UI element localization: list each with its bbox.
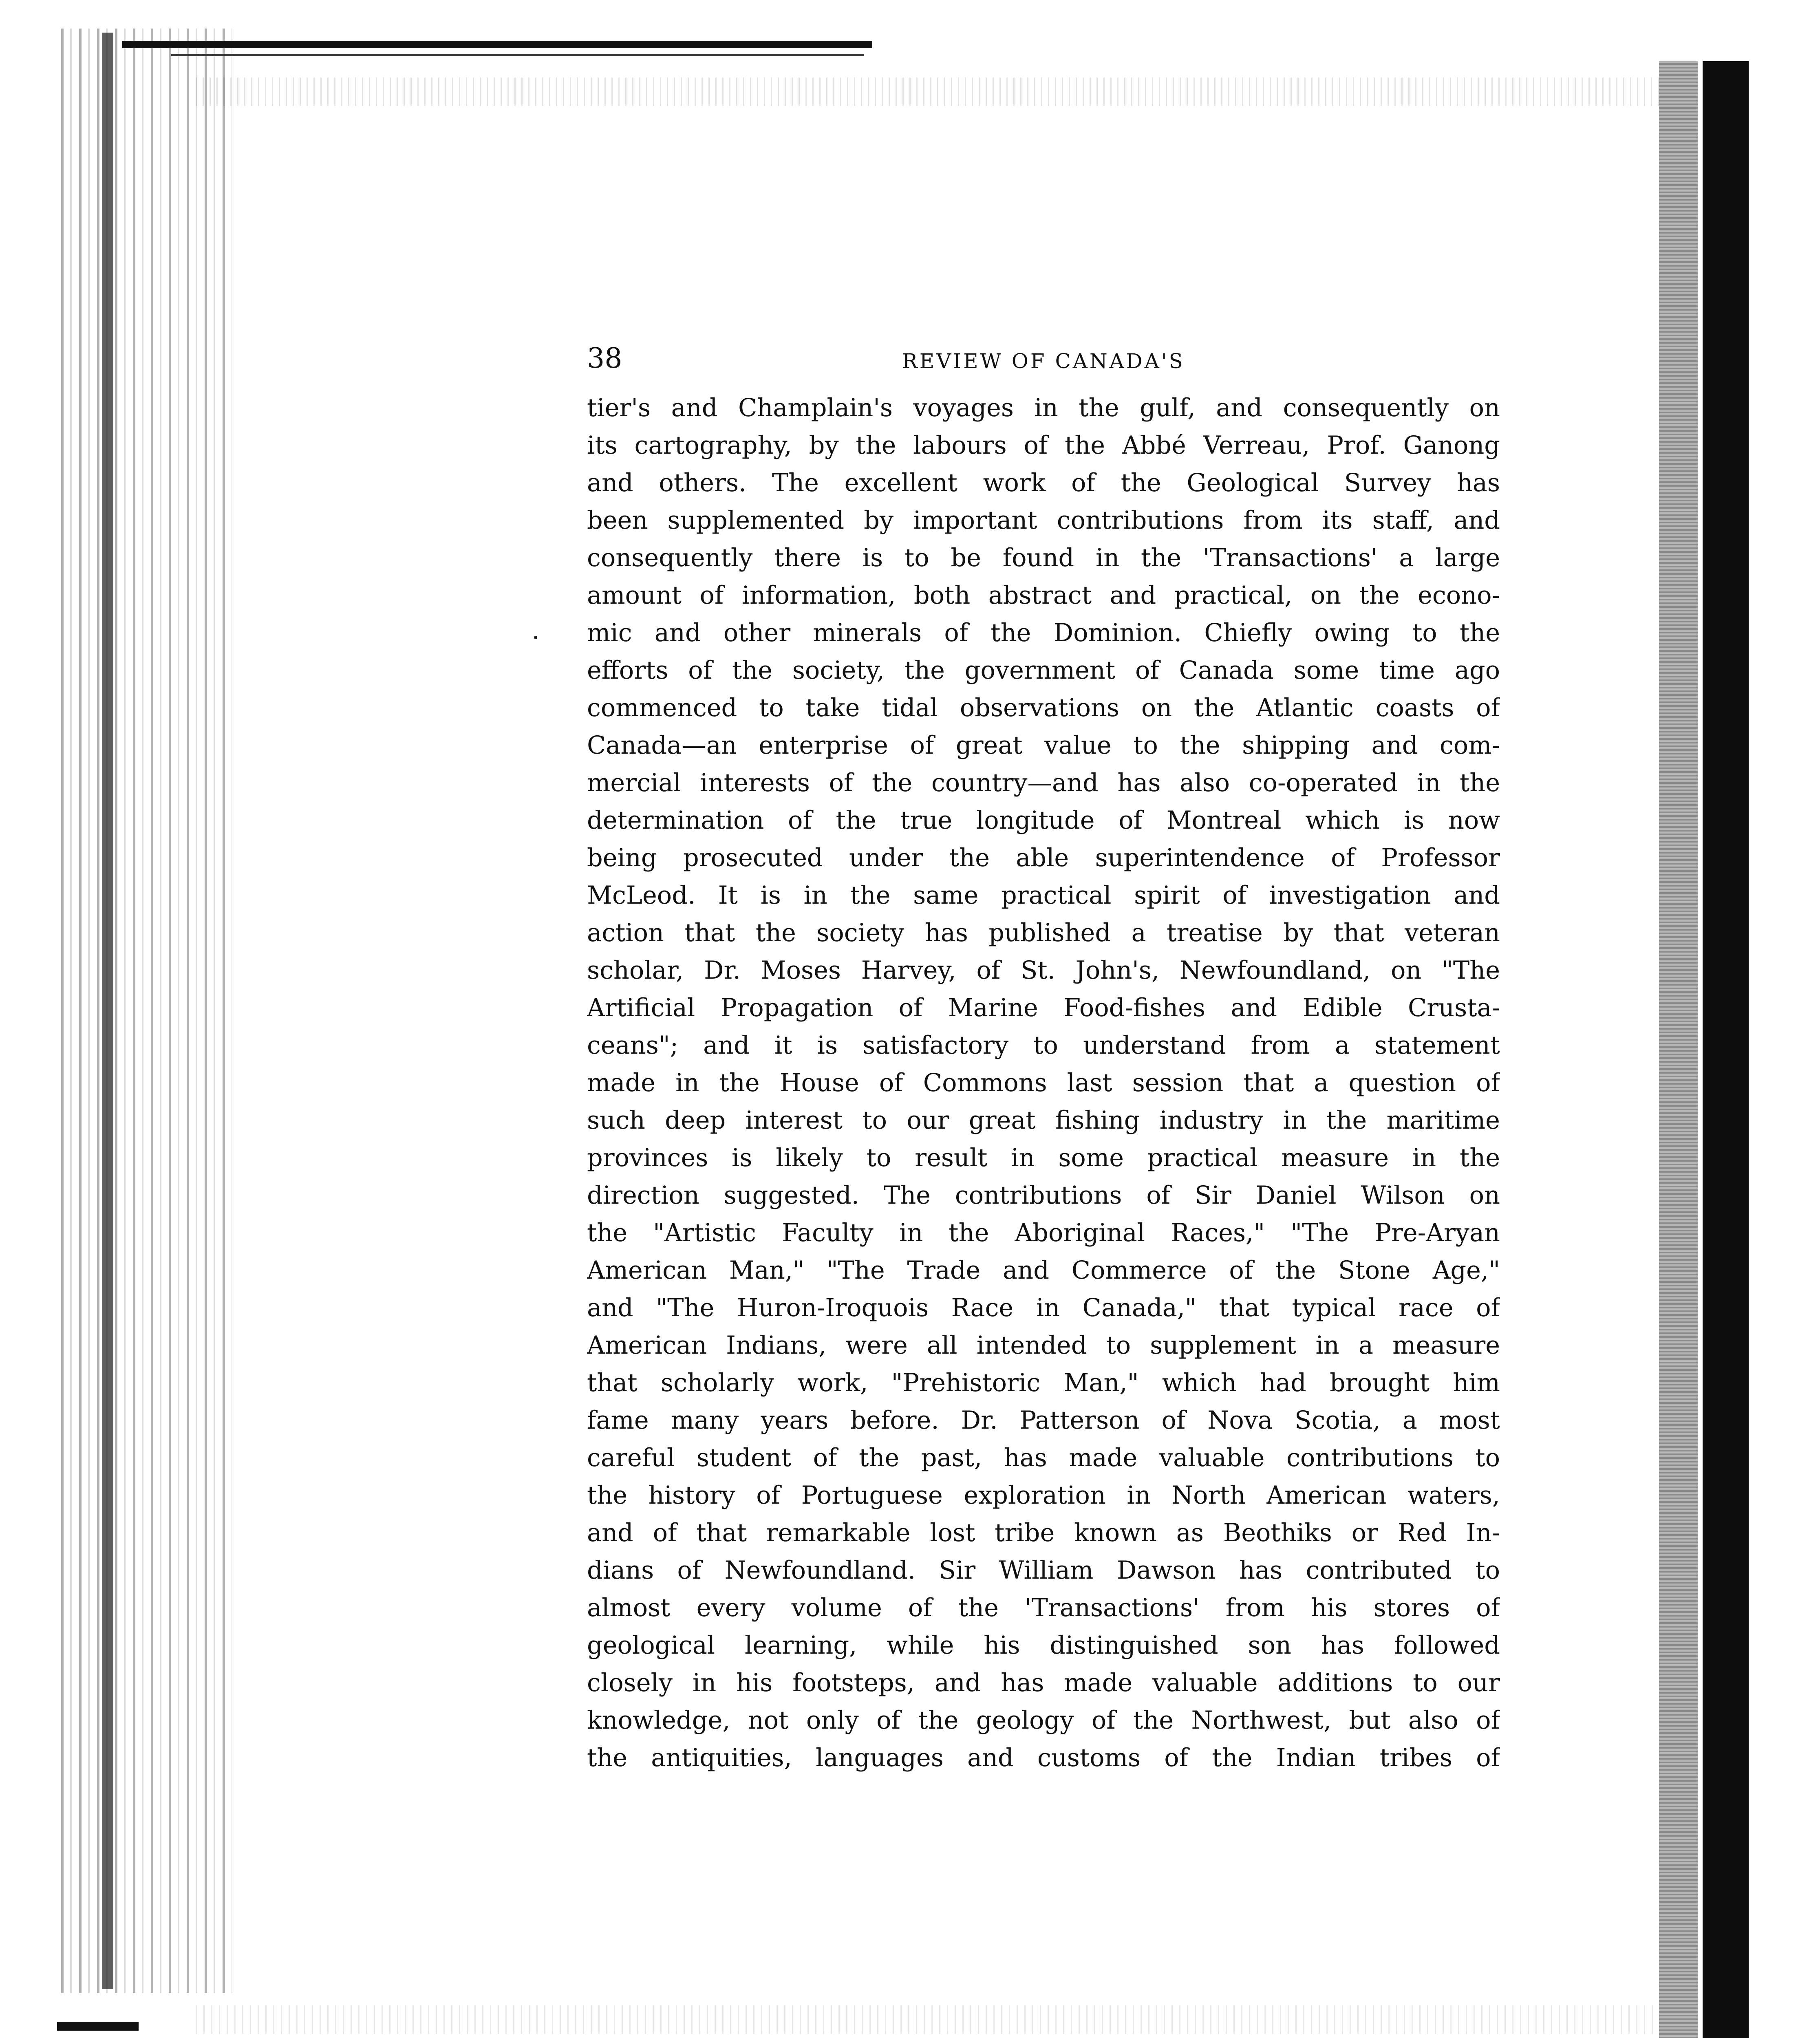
left-binding-edge: [61, 29, 232, 1993]
text-line: Artificial Propagation of Marine Food-fishes and Edible Crusta-: [587, 994, 1500, 1022]
text-line: provinces is likely to result in some practical measure in the: [587, 1144, 1500, 1172]
text-line: Canada—an enterprise of great value to the shipping and com-: [587, 731, 1500, 760]
top-scan-rule-thin: [171, 54, 864, 56]
text-line: scholar, Dr. Moses Harvey, of St. John's, Newfoundland, on "The: [587, 956, 1500, 985]
right-binding-gap: [1698, 61, 1703, 2038]
text-line: direction suggested. The contributions of Sir Daniel Wilson on: [587, 1181, 1500, 1210]
text-line: action that the society has published a treatise by that veteran: [587, 919, 1500, 947]
text-line: McLeod. It is in the same practical spirit of investigation and: [587, 881, 1500, 910]
text-line: almost every volume of the 'Transactions' from his stores of: [587, 1594, 1500, 1622]
text-line: consequently there is to be found in the 'Transactions' a large: [587, 544, 1500, 572]
text-line: being prosecuted under the able superintendence of Professor: [587, 844, 1500, 872]
text-line: made in the House of Commons last session that a question of: [587, 1069, 1500, 1097]
right-binding-texture: [1659, 61, 1700, 2038]
text-line: knowledge, not only of the geology of the Northwest, but also of: [587, 1706, 1500, 1735]
top-scan-rule: [122, 41, 872, 48]
text-line: been supplemented by important contributions from its staff, and: [587, 506, 1500, 535]
text-line: dians of Newfoundland. Sir William Dawson has contributed to: [587, 1556, 1500, 1585]
text-line: ceans"; and it is satisfactory to understand from a statement: [587, 1031, 1500, 1060]
text-line: that scholarly work, "Prehistoric Man," which had brought him: [587, 1369, 1500, 1397]
text-line: the "Artistic Faculty in the Aboriginal Races," "The Pre-Aryan: [587, 1219, 1500, 1247]
text-line: such deep interest to our great fishing industry in the maritime: [587, 1106, 1500, 1135]
text-line: mercial interests of the country—and has also co-operated in the: [587, 769, 1500, 797]
text-line: American Indians, were all intended to supplement in a measure: [587, 1331, 1500, 1360]
left-binding-shadow: [102, 33, 113, 1989]
top-scan-noise: [196, 77, 1704, 106]
text-line: determination of the true longitude of Montreal which is now: [587, 806, 1500, 835]
text-line: amount of information, both abstract and practical, on the econo-: [587, 581, 1500, 610]
bottom-scan-noise: [196, 2005, 1704, 2034]
text-line: and "The Huron-Iroquois Race in Canada," that typical race of: [587, 1294, 1500, 1322]
text-line: and others. The excellent work of the Geological Survey has: [587, 469, 1500, 497]
text-line: closely in his footsteps, and has made valuable additions to our: [587, 1669, 1500, 1697]
right-binding-shadow: [1700, 61, 1749, 2038]
text-line: efforts of the society, the government of Canada some time ago: [587, 656, 1500, 685]
stray-ink-dot: [534, 636, 537, 639]
text-line: tier's and Champlain's voyages in the gulf, and consequently on: [587, 394, 1500, 422]
text-line: American Man," "The Trade and Commerce of the Stone Age,": [587, 1256, 1500, 1285]
bottom-scan-mark: [57, 2022, 139, 2031]
text-line: and of that remarkable lost tribe known as Beothiks or Red In-: [587, 1519, 1500, 1547]
text-line: geological learning, while his distinguished son has followed: [587, 1631, 1500, 1660]
text-line: the history of Portuguese exploration in North American waters,: [587, 1481, 1500, 1510]
text-line: careful student of the past, has made valuable contributions to: [587, 1444, 1500, 1472]
page-header: [587, 338, 1500, 379]
text-line: mic and other minerals of the Dominion. Chiefly owing to the: [587, 619, 1500, 647]
text-line: the antiquities, languages and customs of the Indian tribes of: [587, 1744, 1500, 1772]
body-text: [587, 389, 1500, 1777]
text-line: fame many years before. Dr. Patterson of Nova Scotia, a most: [587, 1406, 1500, 1435]
page-number: 38: [587, 342, 622, 375]
running-head: REVIEW OF CANADA'S: [902, 349, 1185, 373]
text-line: its cartography, by the labours of the Abbé Verreau, Prof. Ganong: [587, 431, 1500, 460]
text-line: commenced to take tidal observations on the Atlantic coasts of: [587, 694, 1500, 722]
